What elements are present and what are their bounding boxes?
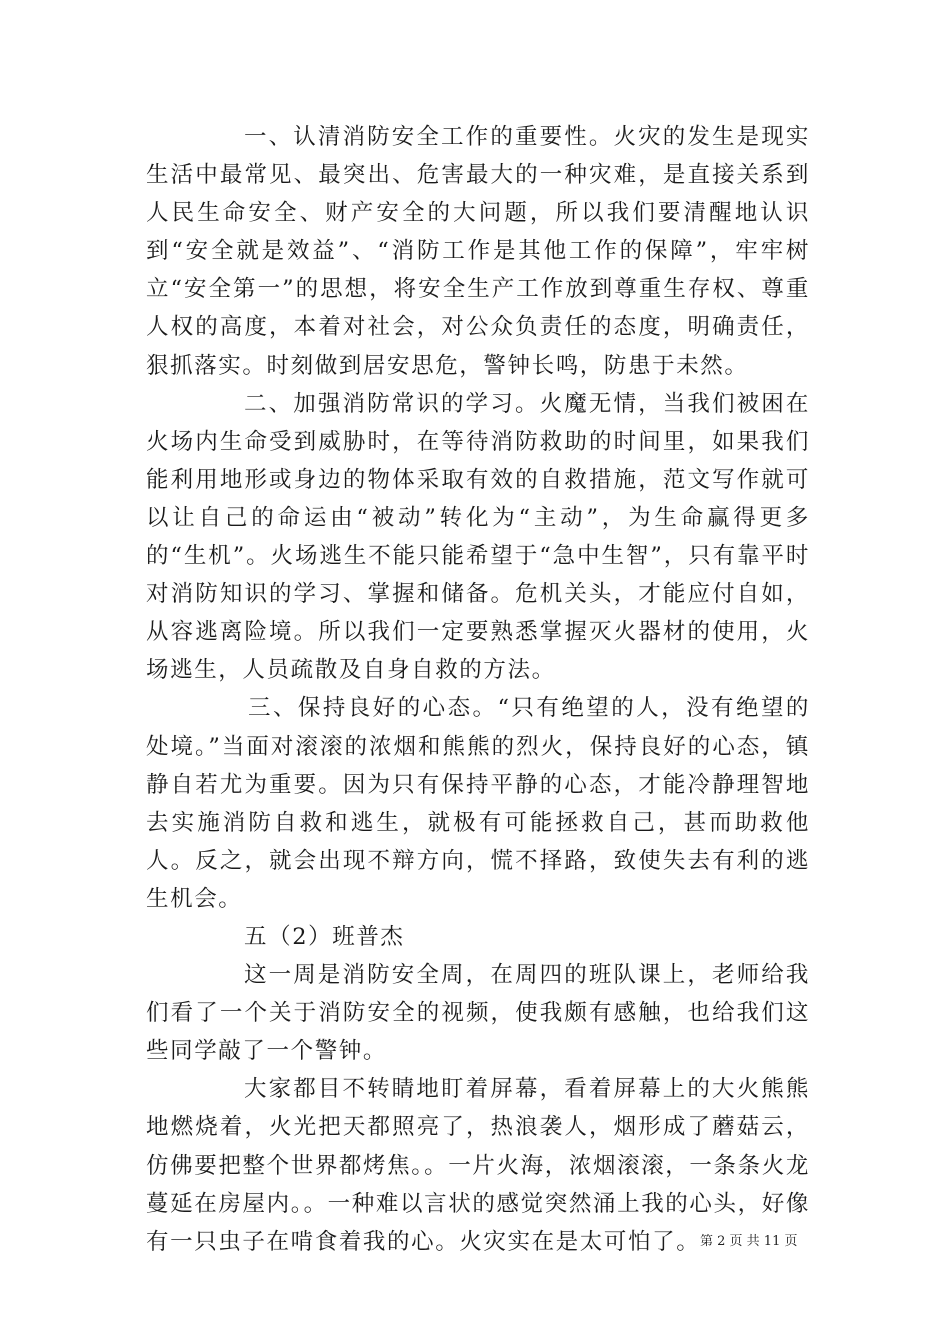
paragraph-3: 三、保持良好的心态。“只有绝望的人，没有绝望的处境。”当面对滚滚的浓烟和熊熊的烈火，保持良好的心态，镇静自若尤为重要。因为只有保持平静的心态，才能冷静理智地去实施消防自救和逃生，就极有可能拯救自己，甚而助救他人。反之，就会出现不辩方向，慌不择路，致使失去有利的逃生机会。	[146, 695, 810, 912]
paragraph-4: 这一周是消防安全周，在周四的班队课上，老师给我们看了一个关于消防安全的视频，使我颇有感触，也给我们这些同学敲了一个警钟。	[146, 962, 810, 1065]
paragraph-2: 二、加强消防常识的学习。火魔无情，当我们被困在火场内生命受到威胁时，在等待消防救助的时间里，如果我们能利用地形或身边的物体采取有效的自救措施，范文写作就可以让自己的命运由“被动”转化为“主动”，为生命赢得更多的“生机”。火场逃生不能只能希望于“急中生智”，只有靠平时对消防知识的学习、掌握和储备。危机关头，才能应付自如，从容逃离险境。所以我们一定要熟悉掌握灭火器材的使用，火场逃生，人员疏散及自身自救的方法。	[146, 390, 810, 684]
paragraph-5: 大家都目不转睛地盯着屏幕，看着屏幕上的大火熊熊地燃烧着，火光把天都照亮了，热浪袭人，烟形成了蘑菇云，仿佛要把整个世界都烤焦。。一片火海，浓烟滚滚，一条条火龙蔓延在房屋内。。一种难以言状的感觉突然涌上我的心头，好像有一只虫子在啃食着我的心。火灾实在是太可怕了。	[146, 1076, 810, 1255]
author-byline: 五（2）班普杰	[244, 923, 405, 950]
page-number-footer: 第 2 页 共 11 页	[700, 1234, 798, 1249]
document-body	[146, 118, 810, 1261]
paragraph-1: 一、认清消防安全工作的重要性。火灾的发生是现实生活中最常见、最突出、危害最大的一种灾难，是直接关系到人民生命安全、财产安全的大问题，所以我们要清醒地认识到“安全就是效益”、“消防工作是其他工作的保障”，牢牢树立“安全第一”的思想，将安全生产工作放到尊重生存权、尊重人权的高度，本着对社会，对公众负责任的态度，明确责任，狠抓落实。时刻做到居安思危，警钟长鸣，防患于未然。	[146, 124, 810, 379]
